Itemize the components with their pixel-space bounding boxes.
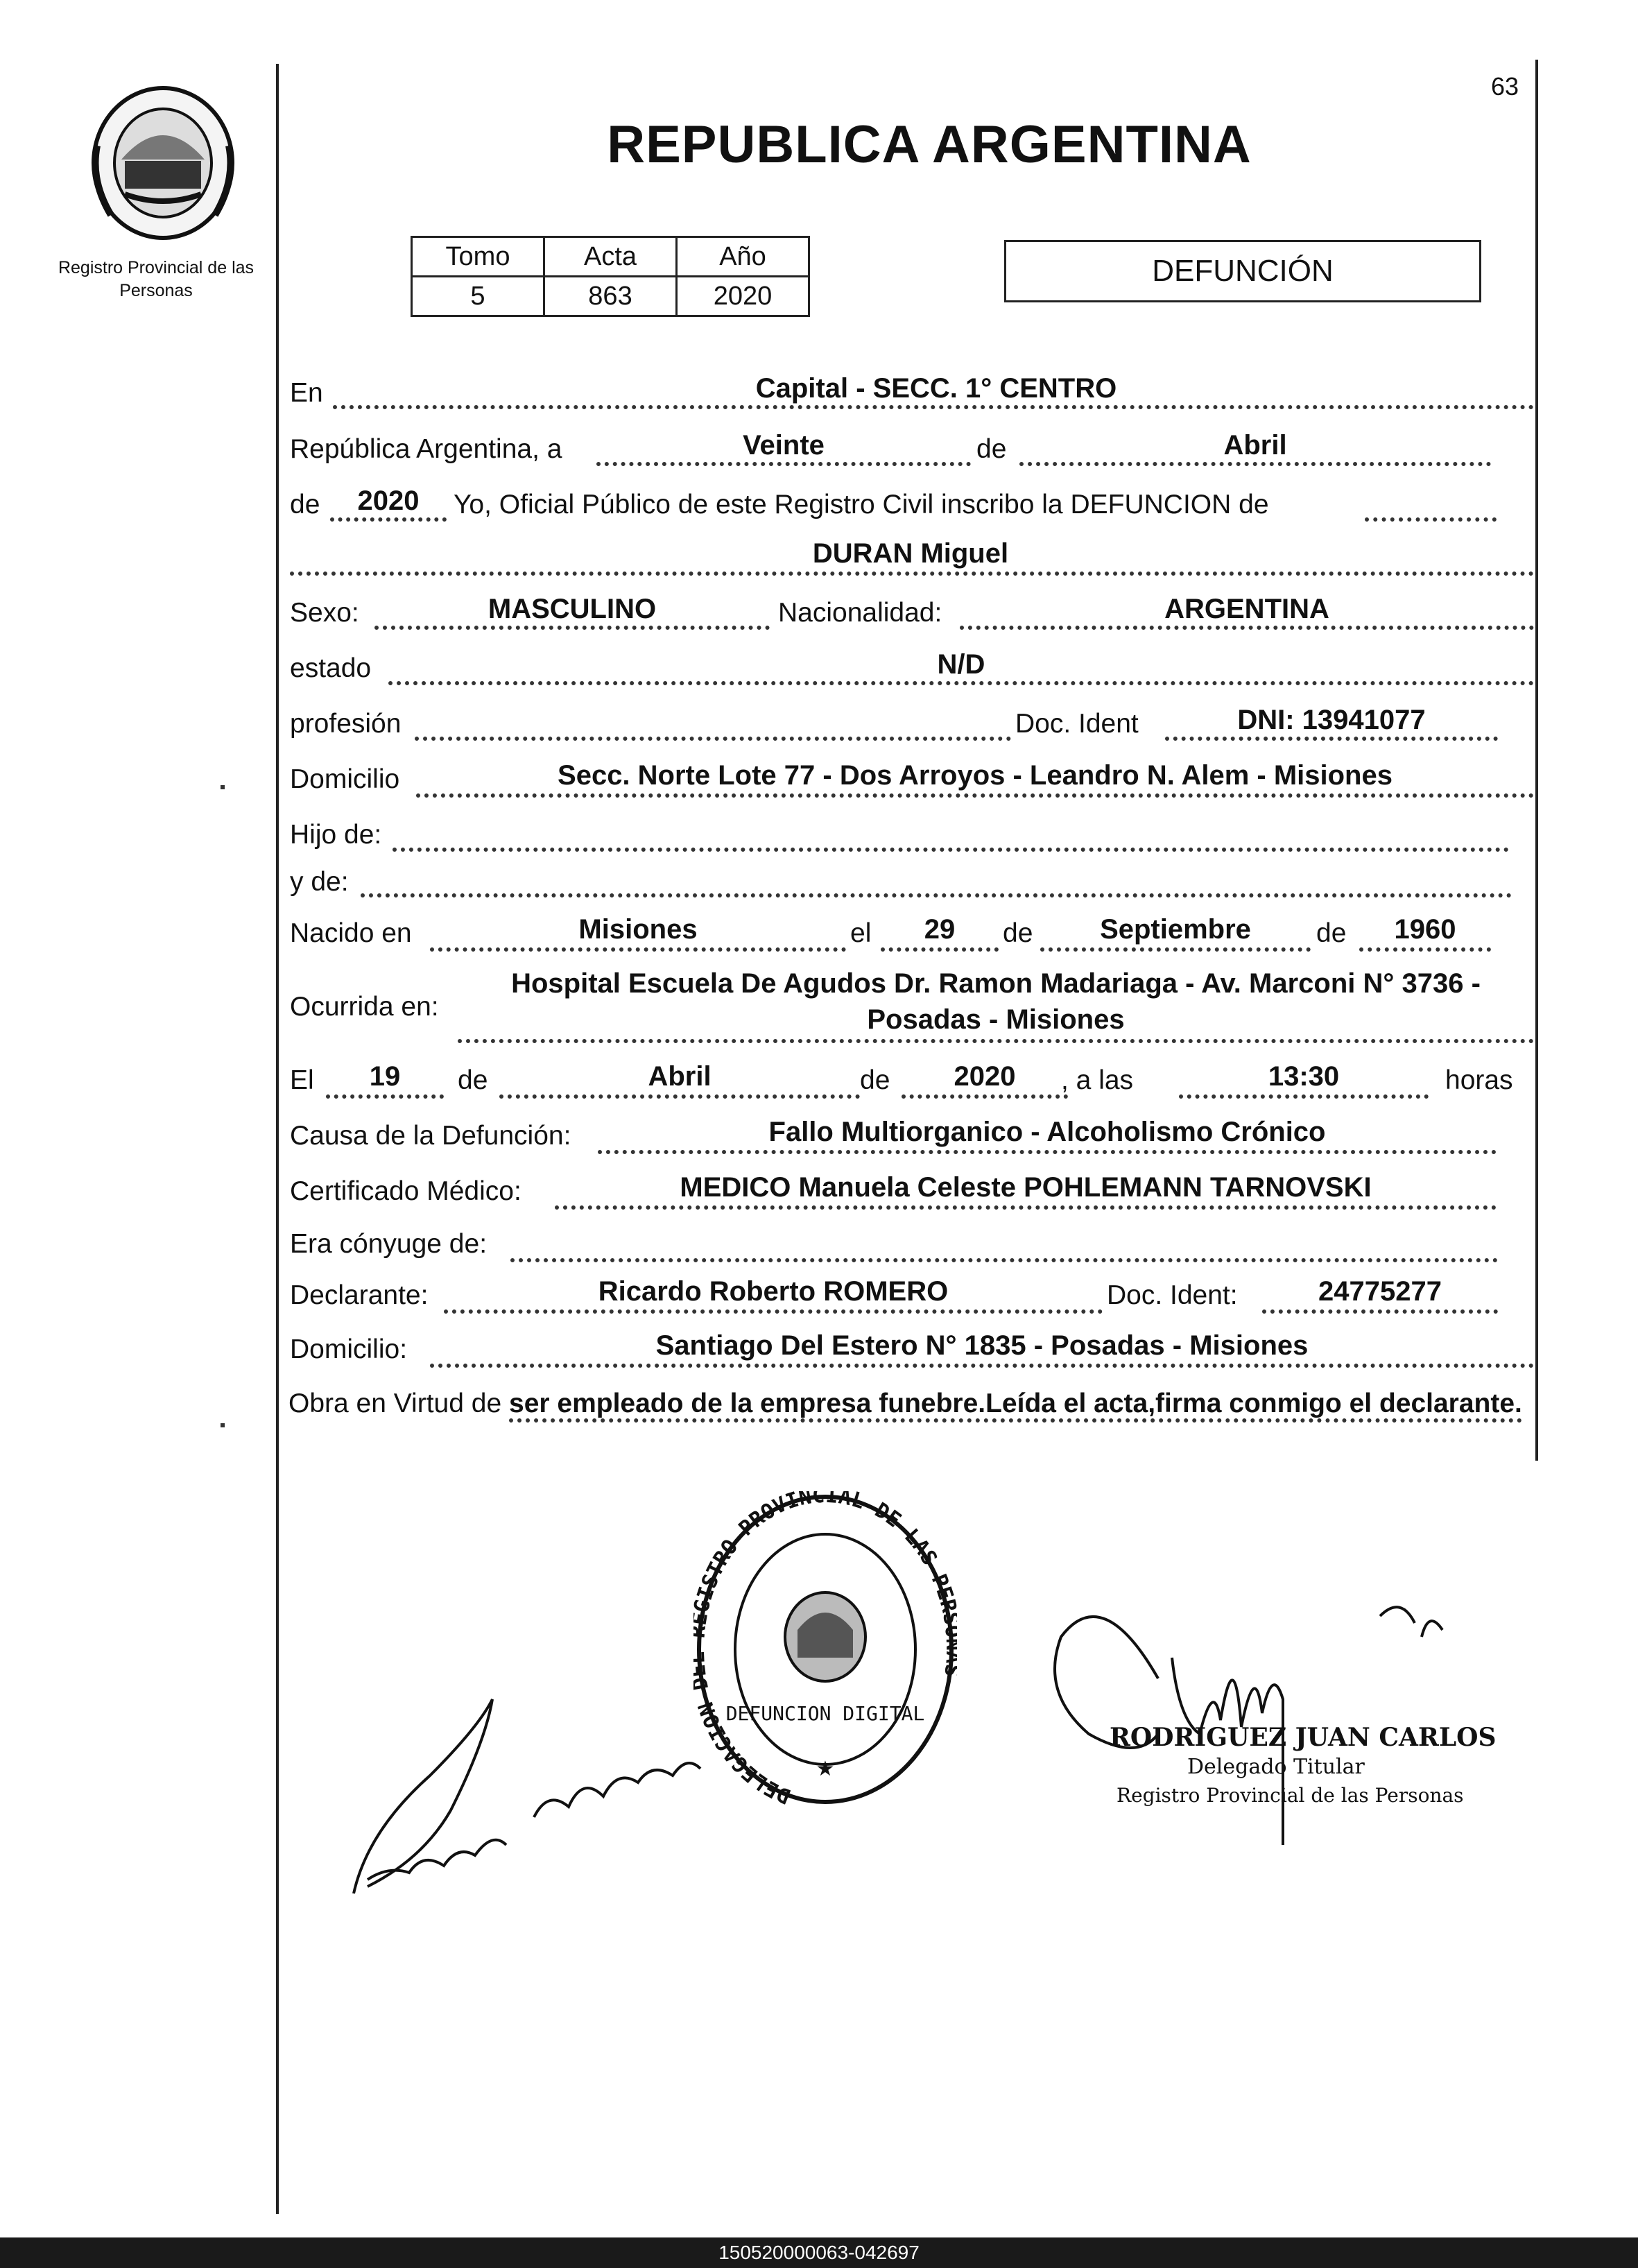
- nac-mes: Septiembre: [1100, 914, 1251, 945]
- mes-dots: [1019, 462, 1491, 466]
- anio-header: Año: [677, 237, 809, 277]
- declarante-signature: [326, 1658, 714, 1907]
- left-margin-line: [276, 64, 279, 2214]
- ocurrida-line1: Hospital Escuela De Agudos Dr. Ramon Madariaga - Av. Marconi N° 3736 -: [511, 968, 1481, 999]
- obra-paragraph: [288, 1387, 1534, 1420]
- official-role: Delegado Titular: [1187, 1755, 1365, 1779]
- de-label-2: de: [290, 490, 320, 519]
- yde-dots: [361, 893, 1512, 897]
- hora-dots: [1179, 1094, 1429, 1099]
- domicilio2-value: Santiago Del Estero N° 1835 - Posadas - Misiones: [655, 1330, 1309, 1361]
- def-de2: de: [860, 1065, 890, 1095]
- svg-text:★: ★: [816, 1758, 835, 1780]
- en-value: Capital - SECC. 1° CENTRO: [755, 373, 1117, 404]
- republica-label: República Argentina, a: [290, 434, 562, 464]
- conyuge-label: Era cónyuge de:: [290, 1229, 488, 1259]
- oficial-text: Yo, Oficial Público de este Registro Civil inscribo la DEFUNCION de: [454, 490, 1269, 519]
- dia-escrito: Veinte: [743, 430, 825, 461]
- obra-text: ser empleado de la empresa funebre.Leída el acta,firma conmigo el declarante.: [509, 1389, 1522, 1423]
- hijo-dots: [393, 848, 1509, 852]
- nacido-en-value: Misiones: [578, 914, 698, 945]
- document-title: REPUBLICA ARGENTINA: [607, 115, 1252, 174]
- margin-mark: [221, 785, 225, 789]
- def-anio-dots: [902, 1094, 1068, 1099]
- nac-de1: de: [1003, 918, 1033, 948]
- nombre-dots: [290, 572, 1534, 576]
- stamp-inner-text: DEFUNCION DIGITAL: [725, 1702, 925, 1725]
- nacionalidad-label: Nacionalidad:: [778, 598, 942, 628]
- horas-label: horas: [1445, 1065, 1513, 1095]
- dia-dots: [596, 462, 971, 466]
- acta-header: Acta: [544, 237, 677, 277]
- nac-dia: 29: [924, 914, 956, 945]
- oficial-dots: [1365, 517, 1497, 522]
- nac-de2: de: [1316, 918, 1347, 948]
- en-label: En: [290, 378, 323, 408]
- margin-mark: [221, 1423, 225, 1427]
- domicilio-dots: [416, 793, 1534, 798]
- record-table: [411, 236, 810, 317]
- doc-ident-dots: [1165, 737, 1498, 741]
- nac-dia-dots: [881, 947, 999, 952]
- yde-label: y de:: [290, 867, 349, 897]
- tomo-value: 5: [412, 277, 544, 316]
- hijo-label: Hijo de:: [290, 820, 382, 850]
- doc-ident2-dots: [1262, 1309, 1498, 1314]
- certificado-label: Certificado Médico:: [290, 1176, 521, 1206]
- obra-label: Obra en Virtud de: [288, 1389, 502, 1418]
- mes-escrito: Abril: [1223, 430, 1287, 461]
- alas-label: , a las: [1061, 1065, 1134, 1095]
- estado-label: estado: [290, 653, 372, 683]
- right-margin-line: [1535, 60, 1538, 1461]
- ocurrida-label: Ocurrida en:: [290, 992, 439, 1022]
- footer-code: 150520000063-042697: [0, 2237, 1638, 2268]
- official-name: RODRIGUEZ JUAN CARLOS: [1110, 1723, 1497, 1752]
- nacido-dots: [430, 947, 846, 952]
- domicilio2-dots: [430, 1364, 1534, 1368]
- sexo-label: Sexo:: [290, 598, 359, 628]
- nac-anio: 1960: [1394, 914, 1456, 945]
- official-signature: [1033, 1554, 1505, 1859]
- certificado-value: MEDICO Manuela Celeste POHLEMANN TARNOVSKI: [680, 1172, 1372, 1203]
- declarante-dots: [444, 1309, 1103, 1314]
- nombre: DURAN Miguel: [812, 538, 1009, 569]
- def-mes: Abril: [648, 1061, 712, 1092]
- def-mes-dots: [499, 1094, 860, 1099]
- doc-ident-label: Doc. Ident: [1015, 709, 1139, 739]
- anio-value-text: 2020: [357, 486, 420, 516]
- en-dots: [333, 405, 1534, 409]
- certificado-dots: [555, 1205, 1497, 1210]
- nacionalidad-value: ARGENTINA: [1164, 594, 1329, 624]
- el2-label: El: [290, 1065, 314, 1095]
- domicilio-label: Domicilio: [290, 764, 400, 794]
- doc-ident2-label: Doc. Ident:: [1107, 1280, 1238, 1310]
- nacionalidad-dots: [960, 626, 1534, 630]
- de-label: de: [976, 434, 1007, 464]
- official-stamp: [693, 1491, 957, 1810]
- declarante-value: Ricardo Roberto ROMERO: [598, 1276, 949, 1307]
- doc-ident-value: DNI: 13941077: [1237, 705, 1426, 735]
- ocurrida-line2: Posadas - Misiones: [867, 1004, 1125, 1035]
- misiones-seal-logo: [83, 83, 243, 243]
- causa-dots: [598, 1150, 1497, 1154]
- ocurrida-dots: [458, 1039, 1534, 1043]
- anio-value: 2020: [677, 277, 809, 316]
- causa-label: Causa de la Defunción:: [290, 1121, 571, 1151]
- def-dia-dots: [326, 1094, 444, 1099]
- page-number: 63: [1491, 72, 1519, 101]
- causa-value: Fallo Multiorganico - Alcoholismo Crónico: [768, 1117, 1326, 1147]
- profesion-dots: [415, 737, 1011, 741]
- def-dia: 19: [369, 1061, 401, 1092]
- nac-mes-dots: [1040, 947, 1311, 952]
- nac-anio-dots: [1359, 947, 1491, 952]
- stamp-ring-text: DELEGACION ISTRO PROVINCIAL DE LAS PE: [693, 1491, 957, 1809]
- anio-dots: [330, 517, 447, 522]
- registro-provincial-label: Registro Provincial de las Personas: [58, 258, 255, 300]
- document-type-box: [1004, 240, 1481, 302]
- def-anio: 2020: [954, 1061, 1016, 1092]
- official-office: Registro Provincial de las Personas: [1117, 1784, 1464, 1807]
- declarante-label: Declarante:: [290, 1280, 429, 1310]
- acta-value: 863: [544, 277, 677, 316]
- domicilio2-label: Domicilio:: [290, 1334, 408, 1364]
- doc-ident2-value: 24775277: [1318, 1276, 1442, 1307]
- def-de1: de: [458, 1065, 488, 1095]
- document-type: DEFUNCIÓN: [1152, 254, 1334, 288]
- tomo-header: Tomo: [412, 237, 544, 277]
- conyuge-dots: [510, 1258, 1498, 1262]
- estado-dots: [388, 681, 1534, 685]
- estado-value: N/D: [937, 649, 985, 680]
- sexo-value: MASCULINO: [488, 594, 657, 624]
- hora-value: 13:30: [1268, 1061, 1340, 1092]
- domicilio-value: Secc. Norte Lote 77 - Dos Arroyos - Leandro N. Alem - Misiones: [558, 760, 1393, 791]
- sexo-dots: [374, 626, 770, 630]
- profesion-label: profesión: [290, 709, 402, 739]
- nacido-label: Nacido en: [290, 918, 412, 948]
- el-label: el: [850, 918, 872, 948]
